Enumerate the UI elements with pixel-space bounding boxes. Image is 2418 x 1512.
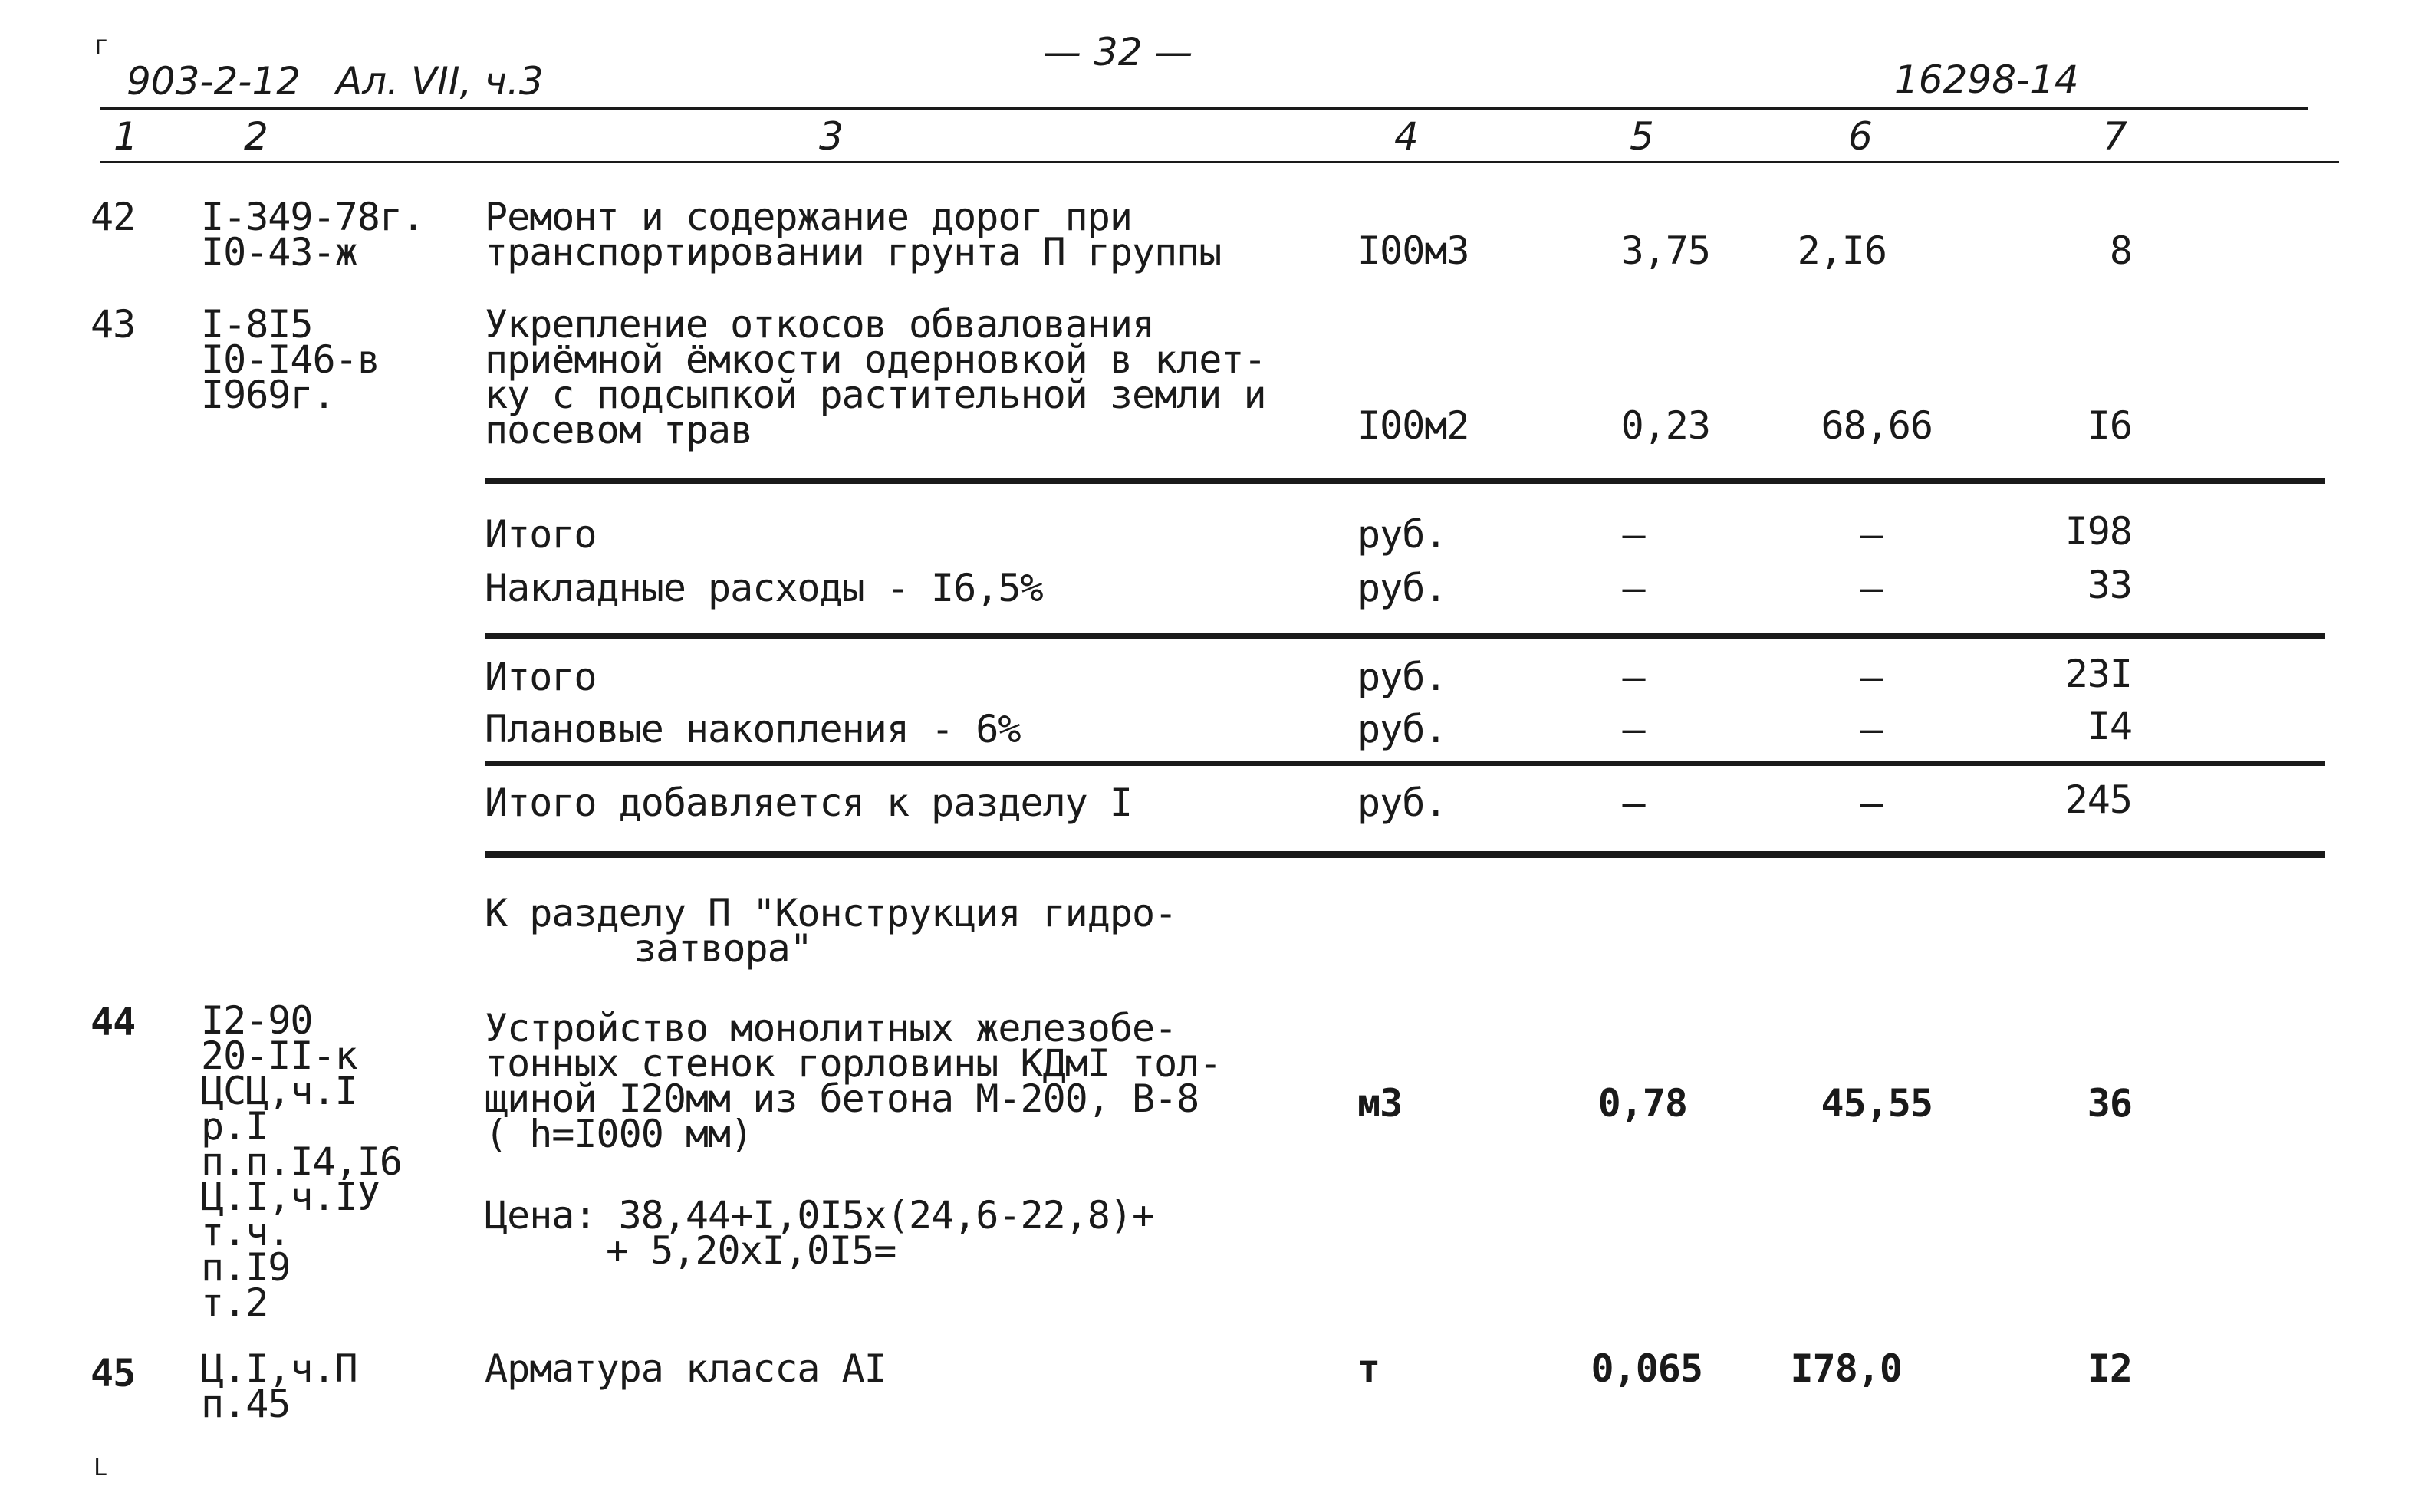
summary-label: Плановые накопления - 6% xyxy=(485,707,1021,751)
row-price: 68,66 xyxy=(1821,403,1933,448)
row-desc-line: Арматура класса АI xyxy=(485,1346,887,1391)
summary-total: 23I xyxy=(2064,652,2132,696)
price-formula-line: Цена: 38,44+I,0I5x(24,6-22,8)+ xyxy=(485,1193,1155,1238)
summary-unit: руб. xyxy=(1357,781,1447,825)
row-price: I78,0 xyxy=(1790,1346,1902,1391)
summary-dash: – xyxy=(1622,781,1645,825)
summary-dash: – xyxy=(1860,512,1883,557)
summary-label: Итого xyxy=(485,655,597,699)
row-unit: I00м2 xyxy=(1357,403,1469,448)
column-header-7: 7 xyxy=(2103,114,2127,159)
row-total: 36 xyxy=(2087,1081,2132,1126)
row-desc-line: ку с подсыпкой растительной земли и xyxy=(485,373,1266,417)
row-number: 42 xyxy=(90,195,136,239)
column-header-5: 5 xyxy=(1630,114,1654,159)
row-number: 43 xyxy=(90,302,136,347)
row-price: 2,I6 xyxy=(1797,228,1887,273)
row-ref-line: р.I xyxy=(201,1104,268,1149)
row-qty: 0,78 xyxy=(1597,1081,1687,1126)
summary-dash: – xyxy=(1860,781,1883,825)
row-ref-line: I2-90 xyxy=(201,998,313,1043)
summary-total: 245 xyxy=(2064,777,2132,822)
row-total: I2 xyxy=(2087,1346,2132,1391)
summary-dash: – xyxy=(1860,707,1883,751)
summary-dash: – xyxy=(1622,512,1645,557)
row-unit: т xyxy=(1357,1346,1380,1391)
row-ref-line: т.ч. xyxy=(201,1210,291,1254)
column-header-2: 2 xyxy=(244,114,268,159)
row-desc-line: ( h=I000 мм) xyxy=(485,1112,753,1156)
row-unit: м3 xyxy=(1357,1081,1403,1126)
summary-label: Накладные расходы - I6,5% xyxy=(485,566,1043,610)
row-total: I6 xyxy=(2087,403,2132,448)
row-ref-line: I0-I46-в xyxy=(201,337,380,382)
row-ref-line: 20-II-к xyxy=(201,1034,357,1078)
row-total: 8 xyxy=(2109,228,2132,273)
row-ref-line: I-8I5 xyxy=(201,302,313,347)
section-rule xyxy=(485,633,2325,639)
row-qty: 0,23 xyxy=(1620,403,1710,448)
summary-unit: руб. xyxy=(1357,655,1447,699)
summary-total: I4 xyxy=(2087,704,2132,748)
summary-unit: руб. xyxy=(1357,707,1447,751)
row-ref-line: I0-43-ж xyxy=(201,230,357,274)
row-desc-line: Ремонт и содержание дорог при xyxy=(485,195,1132,239)
inventory-number: 16298-14 xyxy=(1894,58,2079,102)
column-header-3: 3 xyxy=(819,114,844,159)
section-rule xyxy=(485,478,2325,484)
row-ref-line: т.2 xyxy=(201,1280,268,1325)
row-unit: I00м3 xyxy=(1357,228,1469,273)
row-ref-line: п.I9 xyxy=(201,1245,291,1290)
album-ref: Ал. VII, ч.3 xyxy=(336,59,544,104)
row-ref-line: ЦСЦ,ч.I xyxy=(201,1069,357,1113)
summary-label: Итого добавляется к разделу I xyxy=(485,781,1132,825)
row-qty: 3,75 xyxy=(1620,228,1710,273)
section-rule xyxy=(485,761,2325,766)
section-heading: К разделу П "Конструкция гидро- xyxy=(485,891,1177,935)
section-rule xyxy=(485,851,2325,858)
row-price: 45,55 xyxy=(1821,1081,1933,1126)
summary-total: 33 xyxy=(2087,563,2132,607)
summary-dash: – xyxy=(1622,707,1645,751)
header-rule-top xyxy=(100,107,2308,110)
doc-code: 903-2-12 xyxy=(127,59,301,104)
corner-mark-top: г xyxy=(94,30,109,61)
row-desc-line: Устройство монолитных железобе- xyxy=(485,1006,1177,1050)
row-ref-line: Ц.I,ч.IУ xyxy=(201,1175,380,1219)
row-number: 45 xyxy=(90,1351,136,1395)
summary-dash: – xyxy=(1622,566,1645,610)
row-desc-line: приёмной ёмкости одерновкой в клет- xyxy=(485,337,1266,382)
summary-dash: – xyxy=(1622,655,1645,699)
row-desc-line: посевом трав xyxy=(485,408,753,452)
row-desc-line: тонных стенок горловины КДмI тол- xyxy=(485,1041,1222,1086)
summary-unit: руб. xyxy=(1357,512,1447,557)
summary-total: I98 xyxy=(2064,509,2132,554)
row-desc-line: Укрепление откосов обвалования xyxy=(485,302,1155,347)
summary-label: Итого xyxy=(485,512,597,557)
row-ref-line: I-349-78г. xyxy=(201,195,425,239)
row-ref-line: п.45 xyxy=(201,1382,291,1426)
row-number: 44 xyxy=(90,1000,136,1044)
header-rule-bottom xyxy=(100,161,2339,163)
column-header-6: 6 xyxy=(1848,114,1873,159)
summary-unit: руб. xyxy=(1357,566,1447,610)
row-desc-line: щиной I20мм из бетона М-200, В-8 xyxy=(485,1076,1199,1121)
row-qty: 0,065 xyxy=(1591,1346,1702,1391)
corner-mark-bottom: L xyxy=(94,1454,107,1481)
summary-dash: – xyxy=(1860,655,1883,699)
summary-dash: – xyxy=(1860,566,1883,610)
column-header-1: 1 xyxy=(113,114,138,159)
section-heading: затвора" xyxy=(633,926,812,971)
column-header-4: 4 xyxy=(1394,114,1419,159)
row-ref-line: I969г. xyxy=(201,373,335,417)
row-ref-line: Ц.I,ч.П xyxy=(201,1346,357,1391)
page-number: — 32 — xyxy=(1043,30,1193,74)
row-desc-line: транспортировании грунта П группы xyxy=(485,230,1222,274)
row-ref-line: п.п.I4,I6 xyxy=(201,1139,402,1184)
price-formula-line: + 5,20xI,0I5= xyxy=(606,1228,896,1273)
